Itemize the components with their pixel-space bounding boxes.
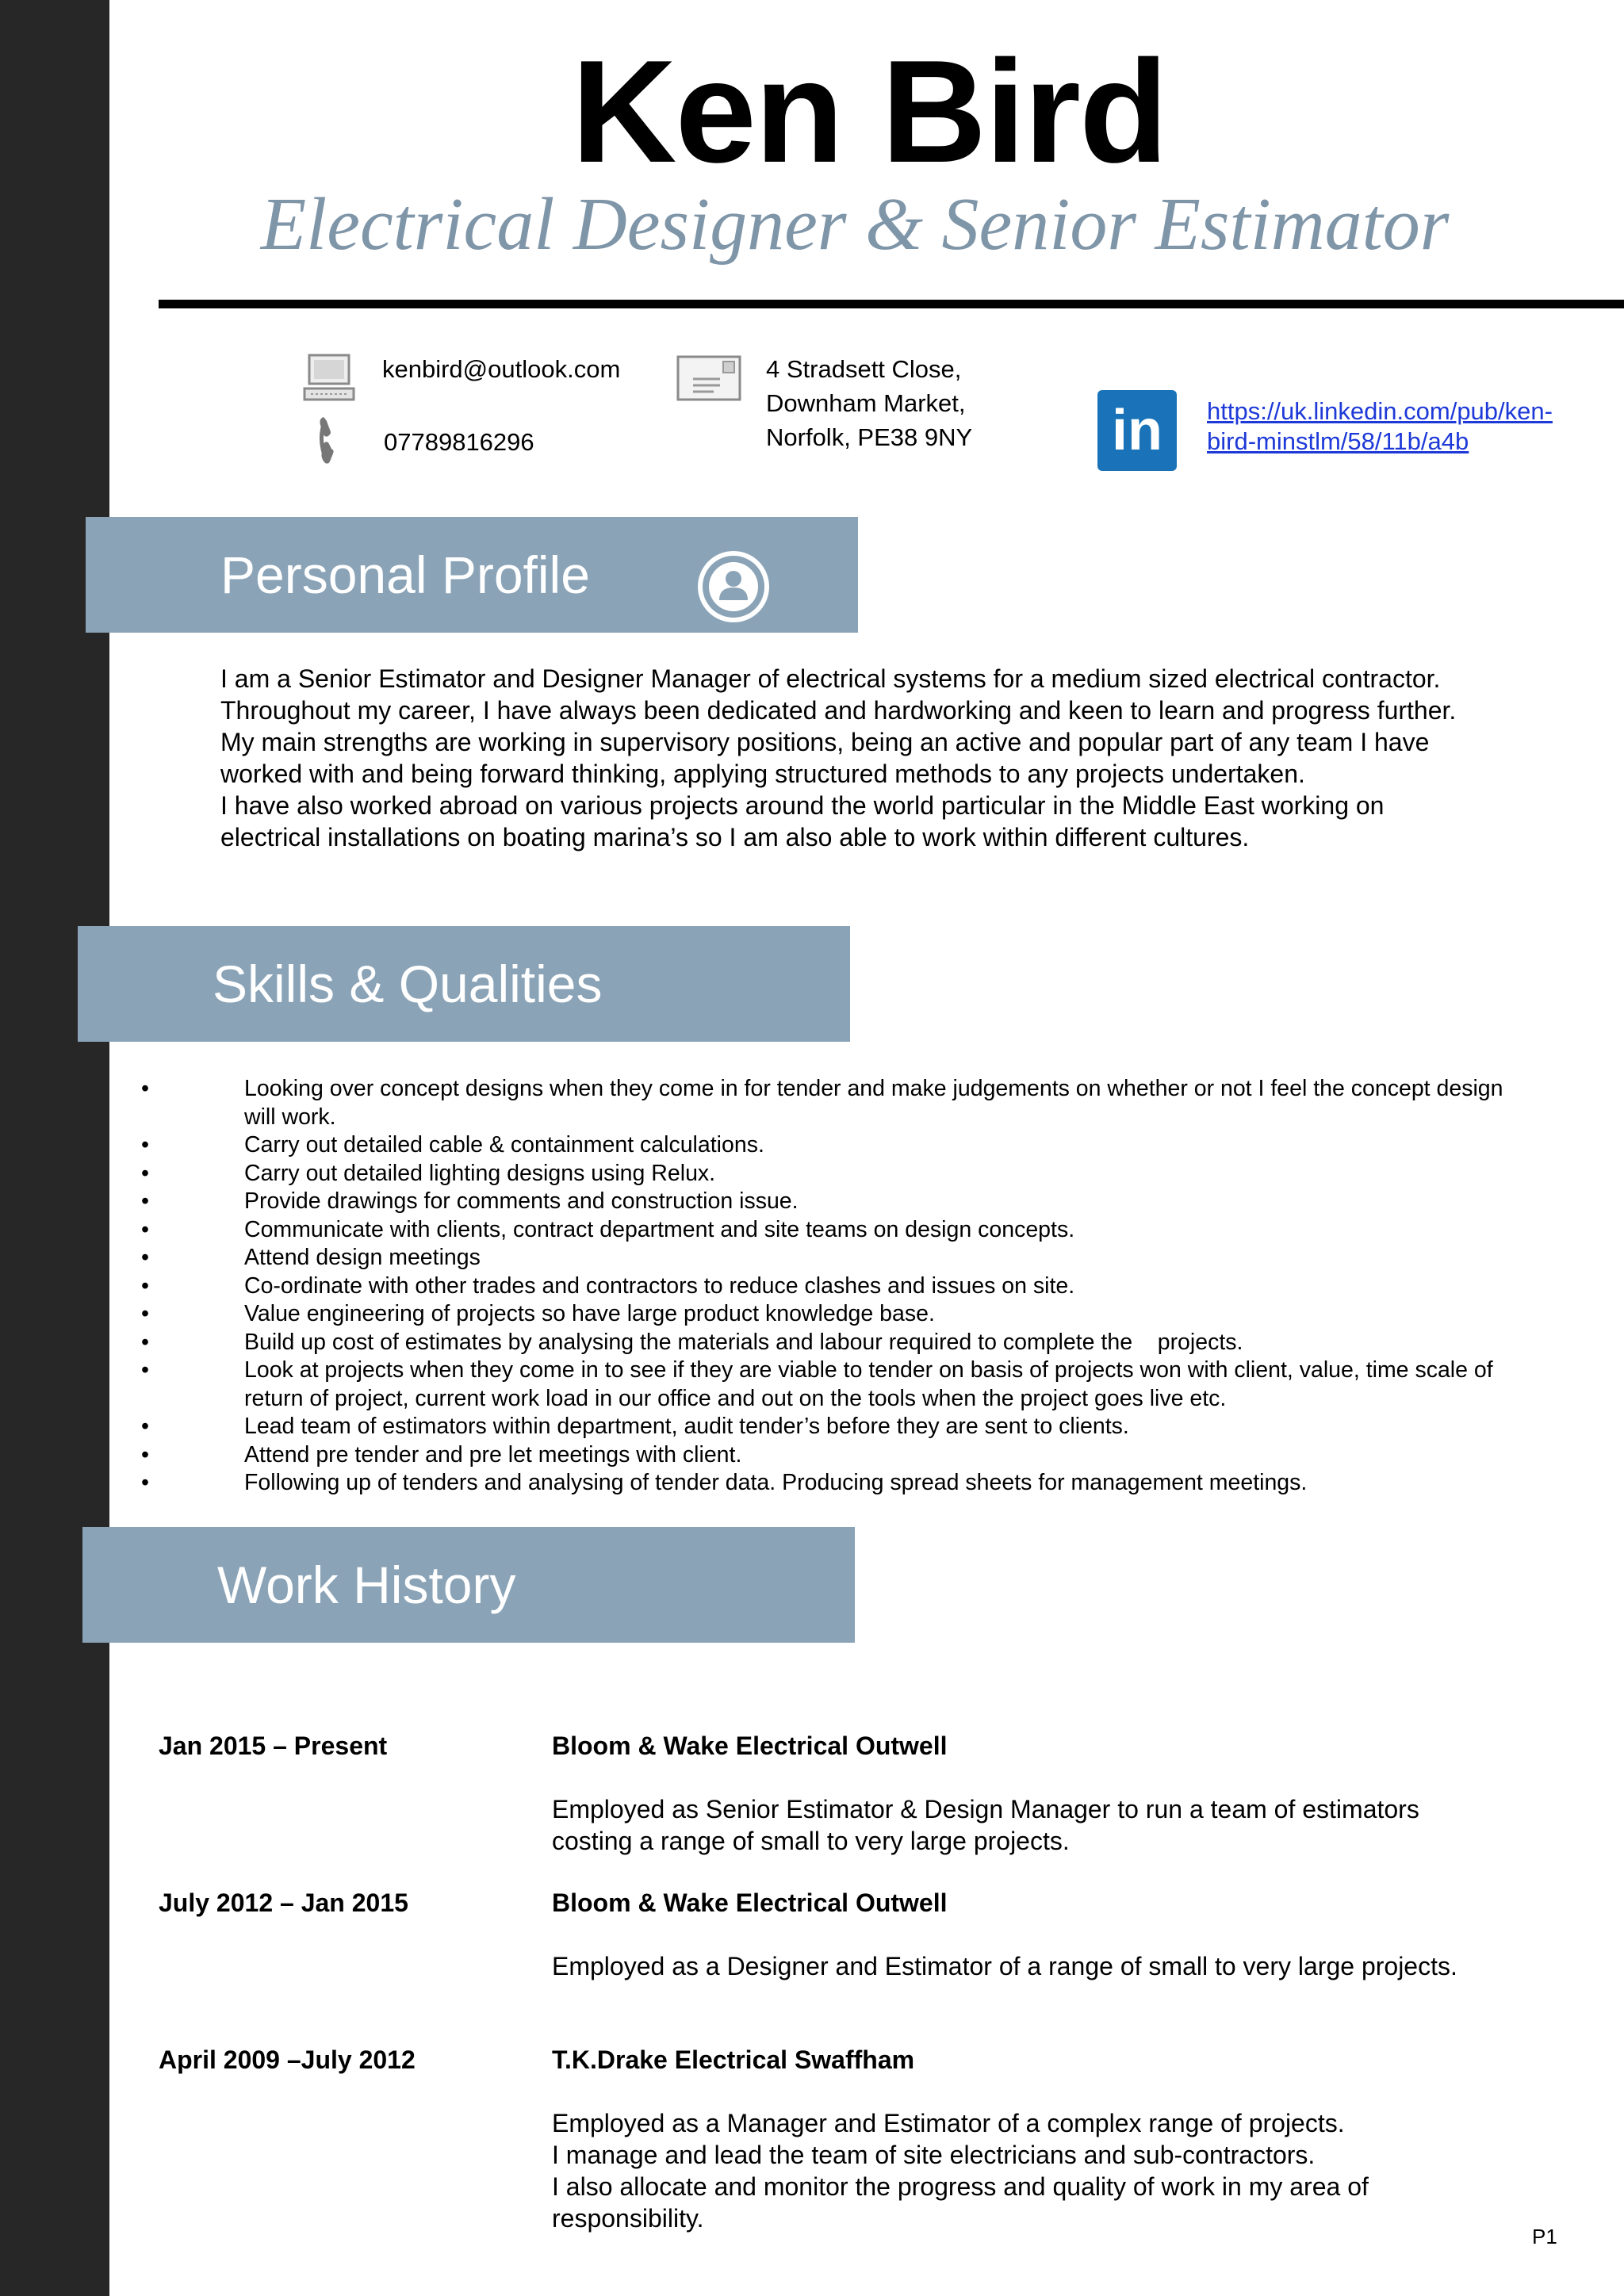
skill-text: Attend pre tender and pre let meetings with client. [244,1441,742,1468]
section-title: Work History [217,1556,516,1614]
job-dates: July 2012 – Jan 2015 [159,1888,408,1917]
linkedin-link[interactable] [1207,396,1588,457]
skill-text: Lead team of estimators within department, audit tender’s before they are sent to clients. [244,1414,1129,1439]
left-sidebar-bar [0,0,109,2296]
skill-text: Attend design meetings [244,1245,481,1270]
profile-paragraph: Throughout my career, I have always been dedicated and hardworking and keen to learn and progress further. [220,696,1457,725]
skill-text: Carry out detailed cable & containment calculations. [244,1132,764,1158]
bullet: • [141,1160,149,1186]
skill-item [141,1469,1529,1498]
skill-text: Communicate with clients, contract department and site teams on design concepts. [244,1216,1075,1242]
skill-item [141,1441,1529,1470]
bullet: • [141,1076,149,1101]
skill-item [141,1075,1529,1131]
skill-item [141,1357,1529,1413]
address-line-1: 4 Stradsett Close, [766,355,962,383]
job-company: T.K.Drake Electrical Swaffham [552,2045,915,2074]
address-line-2: Downham Market, [766,389,966,417]
bullet: • [141,1470,149,1495]
skill-item [141,1272,1529,1301]
bullet: • [141,1357,149,1383]
personal-profile-header [86,517,858,633]
bullet: • [141,1329,149,1355]
phone-text: 07789816296 [384,428,534,456]
job-description [552,1793,1503,1857]
bullet: • [141,1414,149,1439]
job-description-line: I also allocate and monitor the progress and quality of work in my area of responsibility. [552,2172,1369,2233]
profile-paragraph: My main strengths are working in supervisory positions, being an active and popular part of any team I have worked with and being forward thinking, applying structured methods to any projects undertaken. [220,728,1430,788]
job-dates: Jan 2015 – Present [159,1732,388,1760]
skill-item [141,1188,1529,1216]
skill-text: Value engineering of projects so have large product knowledge base. [244,1301,935,1326]
bullet: • [141,1245,149,1270]
header-divider [159,300,1624,308]
job-description-line: I manage and lead the team of site electricians and sub-contractors. [552,2141,1316,2169]
section-title: Skills & Qualities [213,955,603,1013]
skill-text: Build up cost of estimates by analysing the materials and labour required to complete the projects. [244,1329,1243,1355]
page-number: P1 [1532,2225,1557,2248]
section-title: Personal Profile [220,545,590,604]
bullet: • [141,1188,149,1214]
skill-item [141,1216,1529,1245]
linkedin-url-line-1[interactable]: https://uk.linkedin.com/pub/ken- [1207,397,1553,425]
skill-item [141,1413,1529,1441]
skills-list [141,1075,1529,1498]
job-description [552,1950,1503,1982]
skill-item [141,1300,1529,1329]
linkedin-icon: in [1097,390,1177,471]
skills-qualities-header [78,926,850,1042]
skill-item [141,1244,1529,1272]
bullet: • [141,1216,149,1242]
skill-text: Provide drawings for comments and construction issue. [244,1188,799,1214]
job-description-line: Employed as Senior Estimator & Design Manager to run a team of estimators costing a range of small to very large projects. [552,1795,1419,1855]
job-dates: April 2009 –July 2012 [159,2045,416,2074]
skill-item [141,1131,1529,1160]
bullet: • [141,1272,149,1299]
skill-text: Looking over concept designs when they come in for tender and make judgements on whether or not I feel the concept design will work. [244,1076,1503,1130]
mail-icon [676,352,742,404]
computer-icon [301,352,357,403]
profile-paragraph: I am a Senior Estimator and Designer Manager of electrical systems for a medium sized electrical contractor. [220,664,1441,693]
user-circle-icon [696,549,771,624]
skill-text: Following up of tenders and analysing of tender data. Producing spread sheets for management meetings. [244,1470,1308,1495]
job-description [552,2107,1503,2234]
bullet: • [141,1301,149,1326]
bullet: • [141,1132,149,1158]
skill-text: Co-ordinate with other trades and contractors to reduce clashes and issues on site. [244,1272,1075,1299]
skill-text: Look at projects when they come in to see if they are viable to tender on basis of projects won with client, value, time scale of return of project, current work load in our office and out on the tools when the project goes live etc. [244,1357,1493,1411]
skill-item [141,1329,1529,1357]
job-company: Bloom & Wake Electrical Outwell [552,1732,948,1760]
address-block [766,352,972,454]
candidate-name: Ken Bird [571,29,1167,193]
work-history-header [82,1527,855,1643]
linkedin-url-line-2[interactable]: bird-minstlm/58/11b/a4b [1207,427,1469,455]
job-description-line: Employed as a Designer and Estimator of a range of small to very large projects. [552,1952,1457,1980]
bullet: • [141,1441,149,1468]
job-company: Bloom & Wake Electrical Outwell [552,1888,948,1917]
skill-item [141,1160,1529,1188]
job-title: Electrical Designer & Senior Estimator [260,183,1450,266]
profile-text [220,663,1489,853]
email-text: kenbird@outlook.com [382,355,621,383]
profile-paragraph: I have also worked abroad on various projects around the world particular in the Middle East working on electrical installations on boating marina’s so I am also able to work within different cultures. [220,791,1385,851]
skill-text: Carry out detailed lighting designs using Relux. [244,1160,716,1186]
phone-icon [316,414,346,466]
job-description-line: Employed as a Manager and Estimator of a complex range of projects. [552,2109,1345,2137]
address-line-3: Norfolk, PE38 9NY [766,423,973,451]
